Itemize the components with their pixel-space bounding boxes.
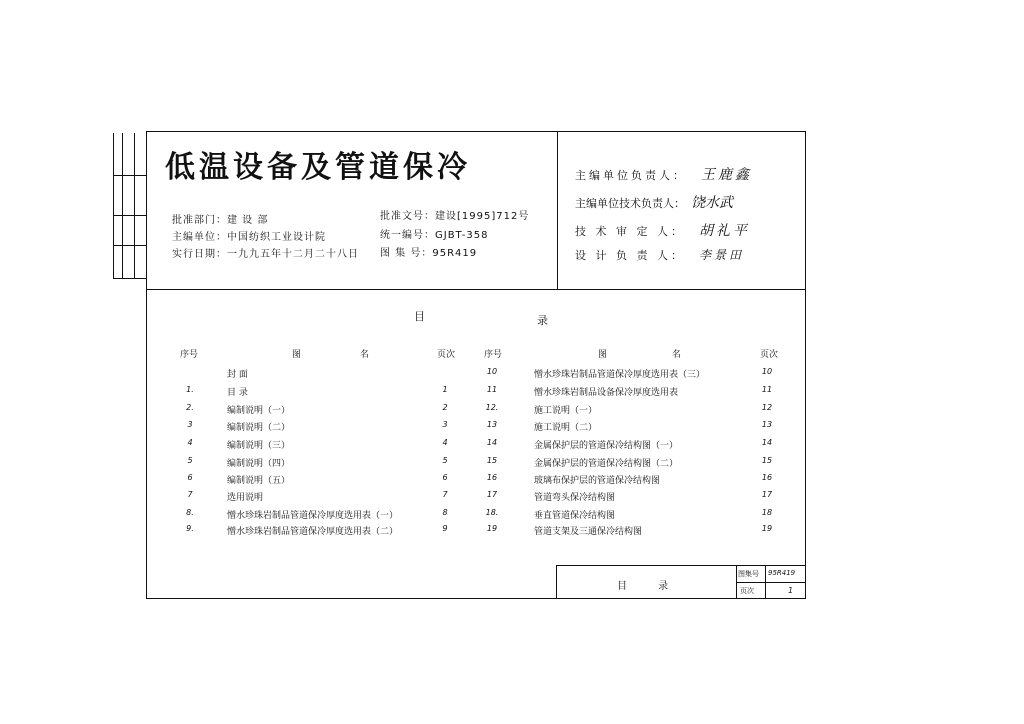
responsible-row: 技 术 审 定 人： 胡礼平 xyxy=(575,223,750,239)
responsible-signature: 李景田 xyxy=(699,248,745,262)
row-no: 12. xyxy=(485,403,499,412)
col-header-title-a: 图 xyxy=(598,350,608,360)
row-no: 7 xyxy=(187,490,193,499)
binding-line-5 xyxy=(113,215,146,216)
approval-dept-value: 建 设 部 xyxy=(227,215,269,226)
header-divider xyxy=(146,289,806,290)
row-page: 7 xyxy=(442,490,448,499)
binding-line-3 xyxy=(134,133,135,278)
binding-line-6 xyxy=(113,245,146,246)
row-title: 施工说明（二） xyxy=(534,423,598,433)
row-title: 管道弯头保冷结构图 xyxy=(534,493,616,503)
col-header-title-b: 名 xyxy=(672,350,682,360)
atlas-no: 图 集 号：95R419 xyxy=(380,248,478,259)
row-no: 5 xyxy=(187,456,193,465)
row-title: 编制说明（三） xyxy=(227,441,291,451)
row-page: 8 xyxy=(442,508,448,517)
row-title: 憎水珍珠岩制品管道保冷厚度选用表（二） xyxy=(227,527,399,537)
row-title: 垂直管道保冷结构图 xyxy=(534,511,616,521)
row-page: 15 xyxy=(761,456,773,465)
editor-unit: 主编单位：中国纺织工业设计院 xyxy=(172,232,326,243)
row-no: 14 xyxy=(486,438,498,447)
row-no: 8. xyxy=(186,508,194,517)
col-header-no: 序号 xyxy=(484,350,503,360)
responsible-row: 主编单位技术负责人： 饶水武 xyxy=(575,195,733,211)
title-block-atlas-label: 图集号 xyxy=(738,570,759,578)
row-page: 4 xyxy=(442,438,448,447)
row-title: 选用说明 xyxy=(227,493,264,503)
row-no: 9. xyxy=(186,524,194,533)
row-page: 5 xyxy=(442,456,448,465)
row-no: 6 xyxy=(187,473,193,482)
title-block-row xyxy=(736,582,806,583)
effective-date: 实行日期：一九九五年十二月二十八日 xyxy=(172,249,359,260)
row-title: 玻璃布保护层的管道保冷结构图 xyxy=(534,476,661,486)
row-no: 4 xyxy=(187,438,193,447)
approval-doc-label: 批准文号 xyxy=(380,211,424,222)
unified-no-value: GJBT-358 xyxy=(435,230,489,241)
title-block-page-value: 1 xyxy=(788,586,794,595)
responsible-row: 主编单位负责人： 王鹿鑫 xyxy=(575,167,752,183)
header-split xyxy=(557,131,558,289)
document-title: 低温设备及管道保冷 xyxy=(165,150,471,185)
responsible-row: 设 计 负 责 人： 李景田 xyxy=(575,248,745,262)
row-no: 16 xyxy=(486,473,498,482)
col-header-page: 页次 xyxy=(760,350,779,360)
row-title: 管道支架及三通保冷结构图 xyxy=(534,527,643,537)
row-no: 11 xyxy=(486,385,498,394)
binding-line-4 xyxy=(113,175,146,176)
row-no: 15 xyxy=(486,456,498,465)
row-no: 1. xyxy=(186,385,194,394)
row-page: 19 xyxy=(761,524,773,533)
row-title: 封 面 xyxy=(227,370,248,380)
row-page: 10 xyxy=(761,367,773,376)
approval-dept: 批准部门：建 设 部 xyxy=(172,215,269,226)
row-title: 编制说明（五） xyxy=(227,476,291,486)
title-block-top xyxy=(556,565,806,566)
responsible-signature: 王鹿鑫 xyxy=(701,167,752,183)
title-block-name: 目 录 xyxy=(617,581,683,592)
row-title: 金属保护层的管道保冷结构图（二） xyxy=(534,459,679,469)
responsible-signature: 饶水武 xyxy=(691,195,733,211)
row-title: 憎水珍珠岩制品管道保冷厚度选用表（三） xyxy=(534,370,706,380)
toc-heading-right: 录 xyxy=(537,314,548,327)
binding-line-1 xyxy=(113,133,114,278)
atlas-no-value: 95R419 xyxy=(432,248,478,259)
effective-date-value: 一九九五年十二月二十八日 xyxy=(227,249,359,260)
approval-dept-label: 批准部门 xyxy=(172,215,216,226)
row-page: 13 xyxy=(761,420,773,429)
col-header-title-b: 名 xyxy=(360,350,370,360)
col-header-no: 序号 xyxy=(180,350,199,360)
row-page: 9 xyxy=(442,524,448,533)
unified-no: 统一编号：GJBT-358 xyxy=(380,230,489,241)
row-title: 憎水珍珠岩制品管道保冷厚度选用表（一） xyxy=(227,511,399,521)
row-no: 3 xyxy=(187,420,193,429)
row-page: 12 xyxy=(761,403,773,412)
unified-no-label: 统一编号 xyxy=(380,230,424,241)
row-page: 3 xyxy=(442,420,448,429)
row-page: 17 xyxy=(761,490,773,499)
title-block-page-label: 页次 xyxy=(740,587,754,595)
row-title: 憎水珍珠岩制品设备保冷厚度选用表 xyxy=(534,388,679,398)
row-no: 13 xyxy=(486,420,498,429)
title-block-atlas-value: 95R419 xyxy=(768,569,796,577)
responsible-role: 主编单位技术负责人 xyxy=(575,197,674,210)
responsible-role: 技 术 审 定 人 xyxy=(575,225,671,238)
row-title: 编制说明（四） xyxy=(227,459,291,469)
toc-heading-left: 目 xyxy=(414,310,425,323)
row-page: 18 xyxy=(761,508,773,517)
row-page: 1 xyxy=(442,385,448,394)
row-page: 16 xyxy=(761,473,773,482)
row-title: 编制说明（一） xyxy=(227,406,291,416)
row-page: 6 xyxy=(442,473,448,482)
binding-line-7 xyxy=(113,278,146,279)
editor-unit-label: 主编单位 xyxy=(172,232,216,243)
row-no: 2. xyxy=(186,403,194,412)
row-page: 11 xyxy=(761,385,773,394)
editor-unit-value: 中国纺织工业设计院 xyxy=(227,232,326,243)
atlas-no-label: 图 集 号 xyxy=(380,248,422,259)
col-header-page: 页次 xyxy=(437,350,456,360)
row-title: 施工说明（一） xyxy=(534,406,598,416)
row-no: 19 xyxy=(486,524,498,533)
row-no: 18. xyxy=(485,508,499,517)
row-title: 编制说明（二） xyxy=(227,423,291,433)
col-header-title-a: 图 xyxy=(292,350,302,360)
responsible-signature: 胡礼平 xyxy=(699,223,750,239)
row-page: 14 xyxy=(761,438,773,447)
row-title: 金属保护层的管道保冷结构图（一） xyxy=(534,441,679,451)
row-no: 10 xyxy=(486,367,498,376)
row-page: 2 xyxy=(442,403,448,412)
binding-line-2 xyxy=(122,133,123,278)
approval-doc: 批准文号：建设[1995]712号 xyxy=(380,211,530,222)
responsible-role: 设 计 负 责 人 xyxy=(575,249,671,262)
approval-doc-value: 建设[1995]712号 xyxy=(435,211,530,222)
row-no: 17 xyxy=(486,490,498,499)
responsible-role: 主编单位负责人 xyxy=(575,169,673,182)
row-title: 目 录 xyxy=(227,388,248,398)
effective-date-label: 实行日期 xyxy=(172,249,216,260)
title-block-left xyxy=(556,565,557,599)
